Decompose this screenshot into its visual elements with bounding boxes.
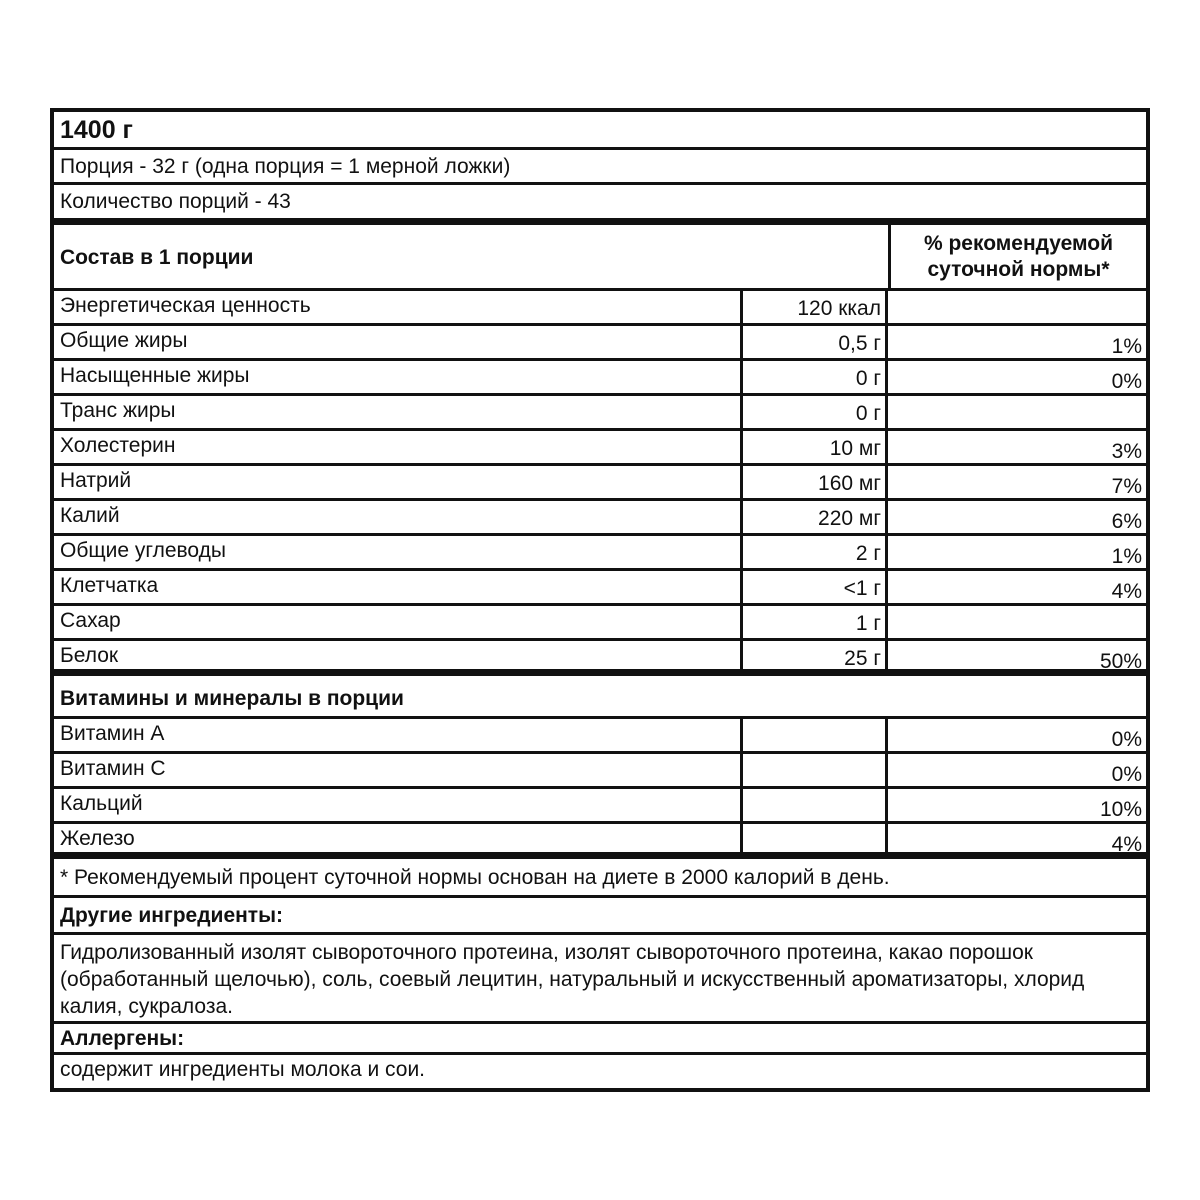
nutrient-name: Холестерин [60,434,176,457]
nutrient-amount: 2 г [855,542,881,565]
table-row [54,431,1146,466]
amount-cell [740,571,888,603]
table-row [54,789,1146,824]
nutrient-name: Белок [60,644,119,667]
nutrient-amount: <1 г [843,577,881,600]
amount-cell [740,536,888,568]
amount-cell [740,719,888,751]
footnote: * Рекомендуемый процент суточной нормы основан на диете в 2000 калорий в день. [60,866,890,889]
daily-value: 1% [1111,335,1142,358]
daily-value: 4% [1111,580,1142,603]
nutrient-name: Железо [60,827,135,850]
table-row [54,719,1146,754]
nutrient-name: Витамин С [60,757,166,780]
table-row [54,291,1146,326]
nutrient-amount: 0 г [855,367,881,390]
dv-cell [888,501,1146,533]
nutrient-name: Витамин А [60,722,165,745]
ingredients-header [54,898,1146,935]
daily-value: 7% [1111,475,1142,498]
nutrient-amount: 220 мг [818,507,881,530]
nutrient-amount: 10 мг [829,437,881,460]
allergens-text: содержит ингредиенты молока и сои. [60,1058,426,1081]
table-row [54,466,1146,501]
nutrient-amount: 160 мг [818,472,881,495]
vitamins-header [54,681,1146,719]
amount-cell [740,326,888,358]
dv-cell [888,396,1146,428]
amount-cell [740,291,888,323]
dv-cell [888,466,1146,498]
daily-value: 0% [1111,728,1142,751]
nutrient-amount: 0 г [855,402,881,425]
nutrient-amount: 1 г [855,612,881,635]
nutrient-name: Энергетическая ценность [60,294,311,317]
table-row [54,641,1146,676]
nutrient-name: Натрий [60,469,132,492]
servings-count: Количество порций - 43 [60,190,291,213]
daily-value: 6% [1111,510,1142,533]
daily-value: 10% [1099,798,1142,821]
amount-cell [740,754,888,786]
dv-header-line1: % рекомендуемой [923,232,1114,255]
ingredients-title: Другие ингредиенты: [60,904,284,927]
dv-cell [888,824,1146,856]
serving-row [54,150,1146,185]
dv-cell [888,641,1146,673]
dv-header [888,225,1146,288]
daily-value: 0% [1111,370,1142,393]
ingredients-row [54,935,1146,1024]
amount-cell [740,501,888,533]
dv-cell [888,326,1146,358]
daily-value: 0% [1111,763,1142,786]
nutrient-name: Транс жиры [60,399,176,422]
net-weight: 1400 г [60,116,133,144]
nutrient-name: Общие углеводы [60,539,227,562]
table-row [54,571,1146,606]
allergens-row [54,1055,1146,1090]
dv-header-line2: суточной нормы* [927,258,1110,281]
nutrient-amount: 25 г [844,647,881,670]
table-row [54,754,1146,789]
dv-cell [888,789,1146,821]
nutrient-name: Насыщенные жиры [60,364,250,387]
dv-cell [888,291,1146,323]
daily-value: 1% [1111,545,1142,568]
amount-cell [740,606,888,638]
allergens-header [54,1024,1146,1055]
table-row [54,606,1146,641]
dv-cell [888,754,1146,786]
footnote-row [54,860,1146,898]
daily-value: 3% [1111,440,1142,463]
allergens-title: Аллергены: [60,1027,185,1050]
composition-title: Состав в 1 порции [60,246,254,269]
weight-row [54,112,1146,150]
dv-cell [888,719,1146,751]
table-row [54,361,1146,396]
composition-header [54,225,1146,291]
dv-cell [888,431,1146,463]
daily-value: 50% [1099,650,1142,673]
vitamins-title: Витамины и минералы в порции [60,687,404,710]
nutrition-label [50,108,1150,1092]
amount-cell [740,466,888,498]
nutrient-name: Клетчатка [60,574,159,597]
amount-cell [740,396,888,428]
ingredients-text: Гидролизованный изолят сывороточного протеина, изолят сывороточного протеина, какао порошок (обработанный щелочью), соль, соевый лецитин, натуральный и искусственный ароматизаторы, хлорид калия, сукралоза. [60,941,1085,1018]
nutrient-name: Калий [60,504,120,527]
nutrient-amount: 120 ккал [797,297,881,320]
amount-cell [740,824,888,852]
table-row [54,536,1146,571]
nutrient-name: Кальций [60,792,143,815]
table-row [54,396,1146,431]
amount-cell [740,789,888,821]
dv-cell [888,361,1146,393]
amount-cell [740,641,888,669]
dv-cell [888,606,1146,638]
serving-size: Порция - 32 г (одна порция = 1 мерной ложки) [60,155,511,178]
dv-cell [888,571,1146,603]
nutrient-name: Сахар [60,609,121,632]
table-row [54,326,1146,361]
amount-cell [740,431,888,463]
dv-cell [888,536,1146,568]
servings-count-row [54,185,1146,225]
table-row [54,824,1146,859]
table-row [54,501,1146,536]
amount-cell [740,361,888,393]
nutrient-amount: 0,5 г [838,332,881,355]
nutrient-name: Общие жиры [60,329,188,352]
daily-value: 4% [1111,833,1142,856]
